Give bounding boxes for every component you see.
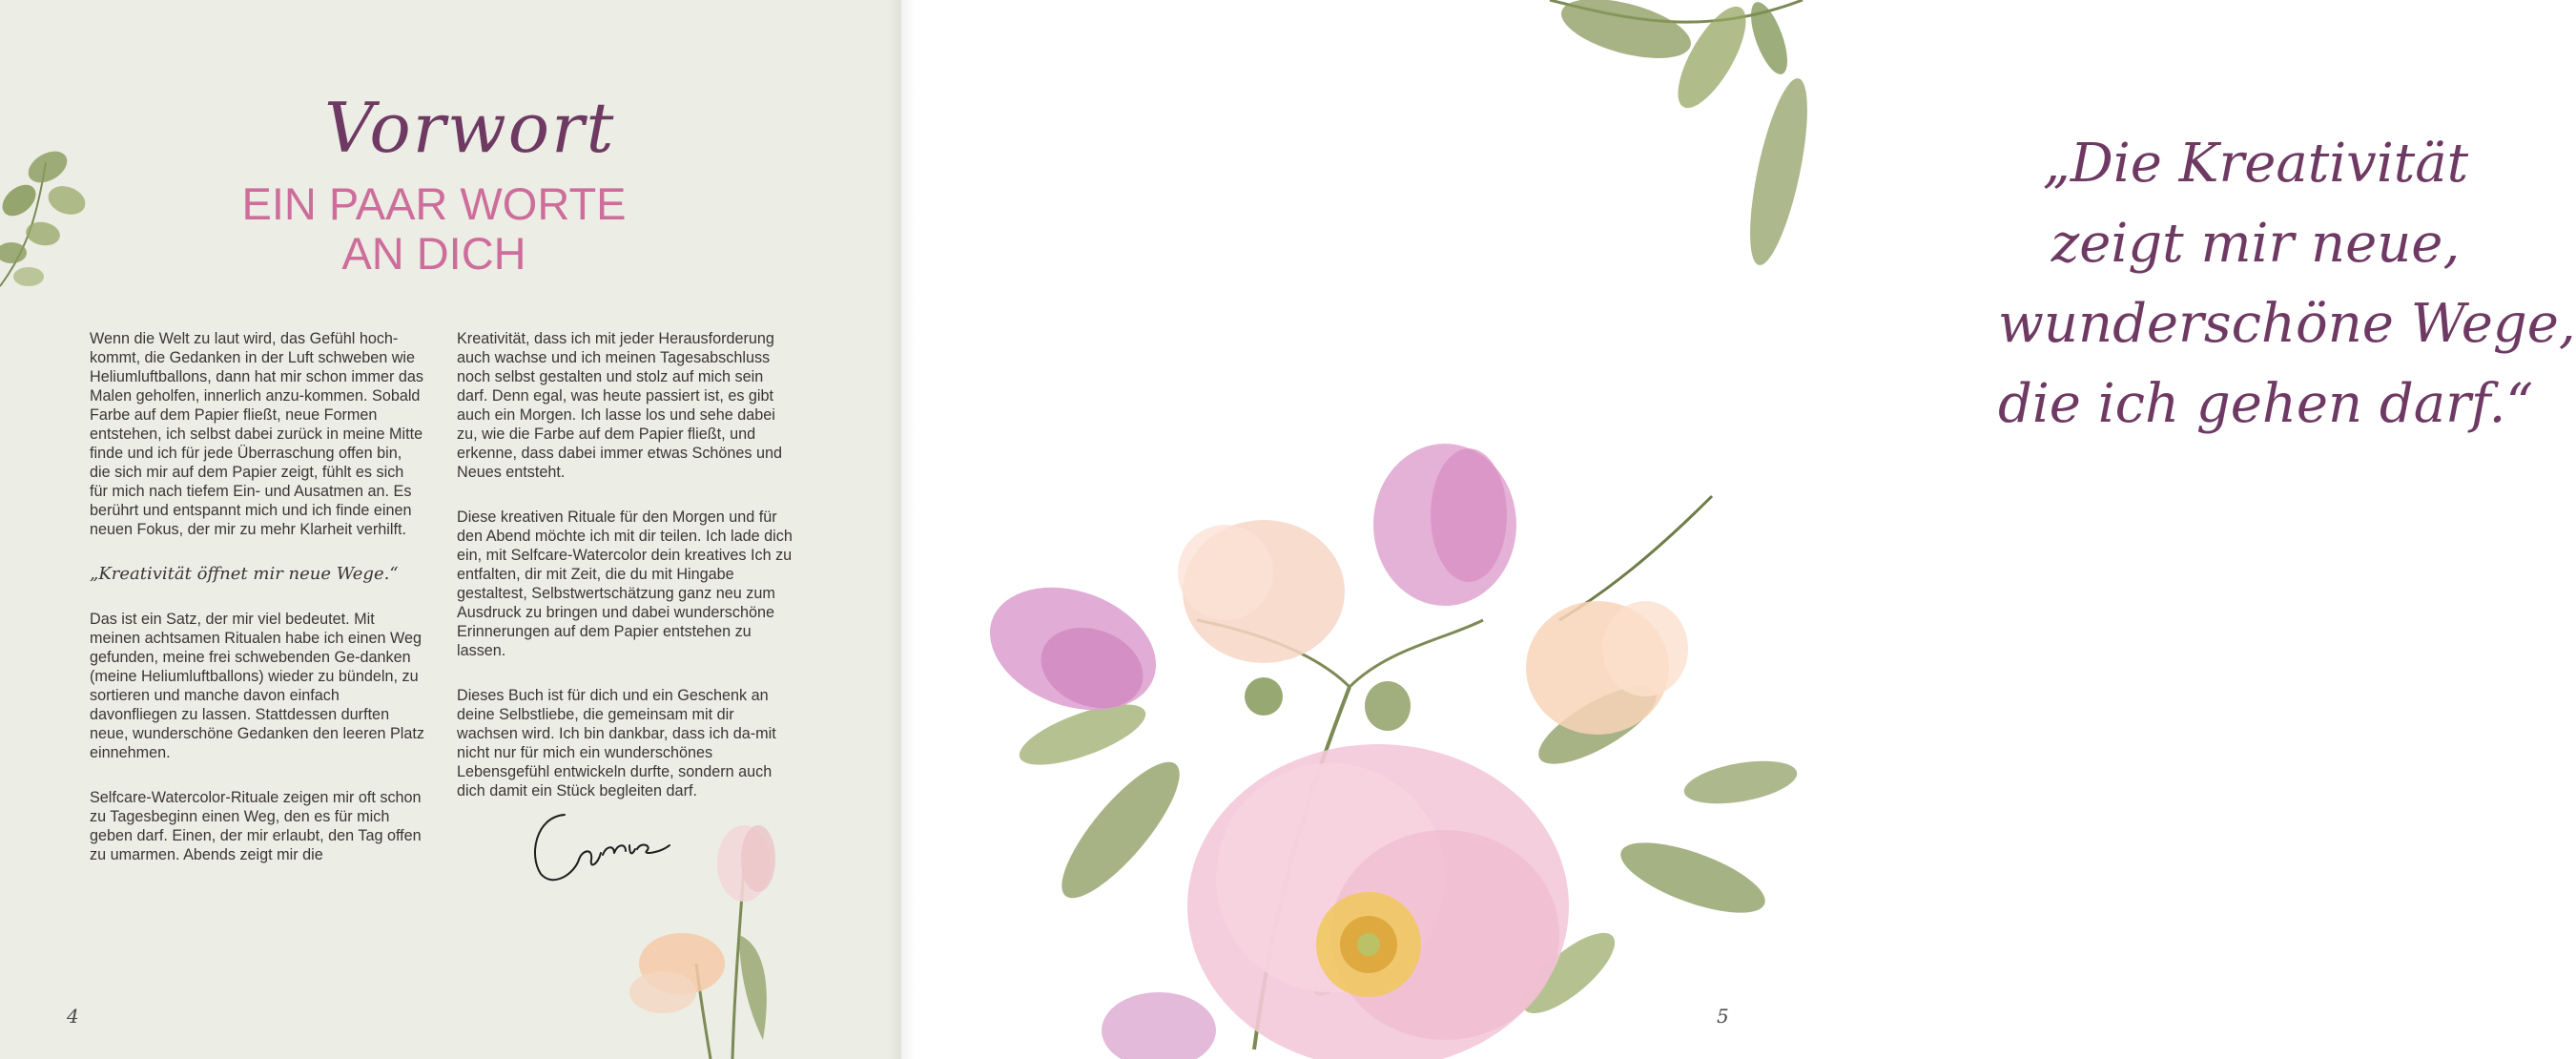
text-column-1 — [90, 329, 425, 890]
quote-line-2: zeigt mir neue, — [2050, 213, 2461, 275]
left-page — [0, 0, 901, 1059]
page-number: 4 — [67, 1005, 79, 1028]
feature-quote — [1998, 124, 2576, 445]
paragraph: Das ist ein Satz, der mir viel bedeutet. Mit meinen achtsamen Ritualen habe ich einen Weg gefunden, meine frei schwebenden Ge-danken (meine Heliumluftballons) wieder zu bündeln, zu sortieren und manche davon einfach davonfliegen zu lassen. Stattdessen durften neue, wunderschöne Gedanken den leeren Platz einnehmen. — [90, 611, 424, 761]
heading-line-1: EIN PAAR WORTE — [241, 178, 627, 229]
paragraph: Dieses Buch ist für dich und ein Geschenk an deine Selbstliebe, die gemeinsam mit dir wachsen wird. Ich bin dankbar, dass ich da-mit nicht nur für mich ein wunderschönes Lebensgefühl entwickeln durfte, sondern auch dich damit ein Stück begleiten darf. — [457, 687, 776, 799]
page-heading — [219, 179, 649, 279]
paragraph: Wenn die Welt zu laut wird, das Gefühl hoch-kommt, die Gedanken in der Luft schweben wie Heliumluftballons, dann hat mir schon immer das Malen geholfen, innerlich anzu-kommen. Sobald Farbe auf dem Papier fließt, neue Formen entstehen, ich selbst dabei zurück in meine Mitte finde und ich für jede Überraschung offen bin, die sich mir auf dem Papier zeigt, fühlt es sich für mich nach tiefem Ein- und Ausatmen an. Es berührt und entspannt mich und ich finde einen neuen Fokus, der mir zu mehr Klarheit verhilft. — [90, 330, 423, 538]
quote-line-3: wunderschöne Wege, — [1998, 293, 2576, 355]
script-title: Vorwort — [324, 88, 616, 168]
text-column-2 — [457, 329, 793, 826]
right-page — [901, 0, 2576, 1059]
quote-line-1: „Die Kreativität — [2042, 133, 2469, 195]
page-number: 5 — [1717, 1005, 1729, 1028]
paragraph: Kreativität, dass ich mit jeder Herausforderung auch wachse und ich meinen Tagesabschluss noch selbst gestalten und stolz auf mich sein darf. Denn egal, was heute passiert ist, es gibt auch ein Morgen. Ich lasse los und sehe dabei zu, wie die Farbe auf dem Papier fließt, und erkenne, dass dabei immer etwas Schönes und Neues entsteht. — [457, 330, 783, 481]
inline-quote: „Kreativität öffnet mir neue Wege.“ — [90, 564, 399, 584]
quote-line-4: die ich gehen darf.“ — [1998, 373, 2534, 435]
leaf-sprig-illustration — [0, 143, 95, 315]
leaf-branch-illustration — [1512, 0, 1803, 277]
flower-bouquet-illustration — [987, 477, 1803, 1059]
heading-line-2: AN DICH — [341, 228, 526, 279]
paragraph: Diese kreativen Rituale für den Morgen und für den Abend möchte ich mit dir teilen. Ich lade dich ein, mit Selfcare-Watercolor dein kreatives Ich zu entfalten, dir mit Zeit, die du mit Hingabe gestaltest, Selbstwertschätzung ganz neu zum Ausdruck zu bringen und dabei wunderschöne Erinnerungen auf dem Papier entstehen zu lassen. — [457, 509, 793, 659]
signature — [526, 807, 679, 885]
paragraph: Selfcare-Watercolor-Rituale zeigen mir oft schon zu Tagesbeginn einen Weg, den es für mich geben darf. Einen, der mir erlaubt, den Tag offen zu umarmen. Abends zeigt mir die — [90, 789, 422, 863]
